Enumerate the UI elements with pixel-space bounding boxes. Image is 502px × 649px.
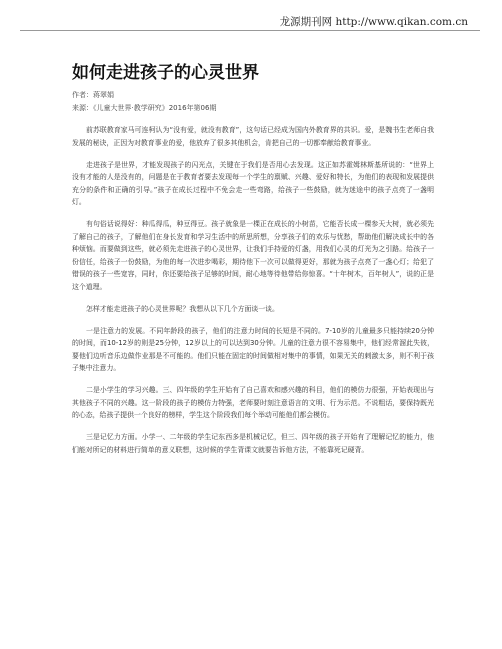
paragraph: 走进孩子是世界，才能发现孩子的闪光点，关键在于我们是否用心去发现。这正如苏霍姆林斯基所说的：“世界上没有才能的人是没有的，问题是在于教育者要去发现每一个学生的禀赋、兴趣、爱好和特长，为他们的表现和发展提供充分的条件和正确的引导。”孩子在成长过程中不免会走一些弯路，给孩子一些鼓励，就为迷途中的孩子点亮了一盏明灯。: [72, 160, 434, 206]
article-author: 作者：蒋翠娟: [72, 91, 114, 99]
header-divider: [20, 30, 480, 31]
page-header: [0, 0, 502, 40]
article-source: 来源：《儿童大世界·教学研究》2016年第06期: [72, 104, 217, 112]
paragraph: 二是小学生的学习兴趣。三、四年级的学生开始有了自己喜欢和感兴趣的科目，他们的模仿力很强，开始表现出与其他孩子不同的兴趣。这一阶段的孩子的模仿力特强，老师要时刻注意语言的文明、行为示范。不说粗话，要保持既光的心态，给孩子提供一个良好的榜样，学生这个阶段我们每个举动可能他们都会模仿。: [72, 386, 434, 419]
paragraph: 有句俗话说得好：种瓜得瓜，种豆得豆。孩子就象是一棵正在成长的小树苗，它能否长成一棵参天大树，就必须先了解自己的孩子，了解他们在身长发育和学习生活中的所思所想，分享孩子们的欢乐与忧愁，帮助他们解决成长中的各种烦恼。而要做到这些，就必须先走进孩子的心灵世界，让我们手持爱的灯盏，用我们心灵的灯光为之引路。给孩子一份信任，给孩子一份鼓励，为他的每一次进步喝彩，期待他下一次可以做得更好，那就为孩子点亮了一盏心灯；给犯了错误的孩子一些宽容，同时，你还要给孩子足够的时间，耐心地等待他带给你惊喜。“十年树木，百年树人”，说的正是这个道理。: [72, 220, 434, 291]
paragraph: 一是注意力的发展。不同年龄段的孩子，他们的注意力时间的长短是不同的。7-10岁的儿童最多只能持续20分钟的时间，而10-12岁的则是25分钟，12岁以上的可以达到30分钟。儿童的注意力很不容易集中，他们经常溜此失彼，要他们边听音乐边做作业那是不可能的。他们只能在固定的时间做相对集中的事情，如果无关的刺激太多，则不利于孩子集中注意力。: [72, 326, 434, 372]
paragraph: 前苏联教育家马可连柯认为“没有爱，就没有教育”，这句话已经成为国内外教育界的共识。爱，是魏书生老师自我发展的秘诀，正因为对教育事业的爱，他放弃了很多其他机会，肯把自己的一切都奉献给教育事业。: [72, 126, 434, 147]
site-name: 龙源期刊网 http://www.qikan.com.cn: [279, 16, 468, 28]
paragraph: 怎样才能走进孩子的心灵世界呢？我想从以下几个方面谈一谈。: [86, 304, 279, 313]
article-body: [72, 124, 434, 466]
paragraph: 三是记忆力方面。小学一、二年级的学生记东西多是机械记忆，但三、四年级的孩子开始有了理解记忆的能力，他们能对所记的材料进行简单的意义联想，这时候的学生背课文就要告诉他方法，不能靠死记硬背。: [72, 433, 434, 454]
article-title: 如何走进孩子的心灵世界: [72, 63, 259, 83]
